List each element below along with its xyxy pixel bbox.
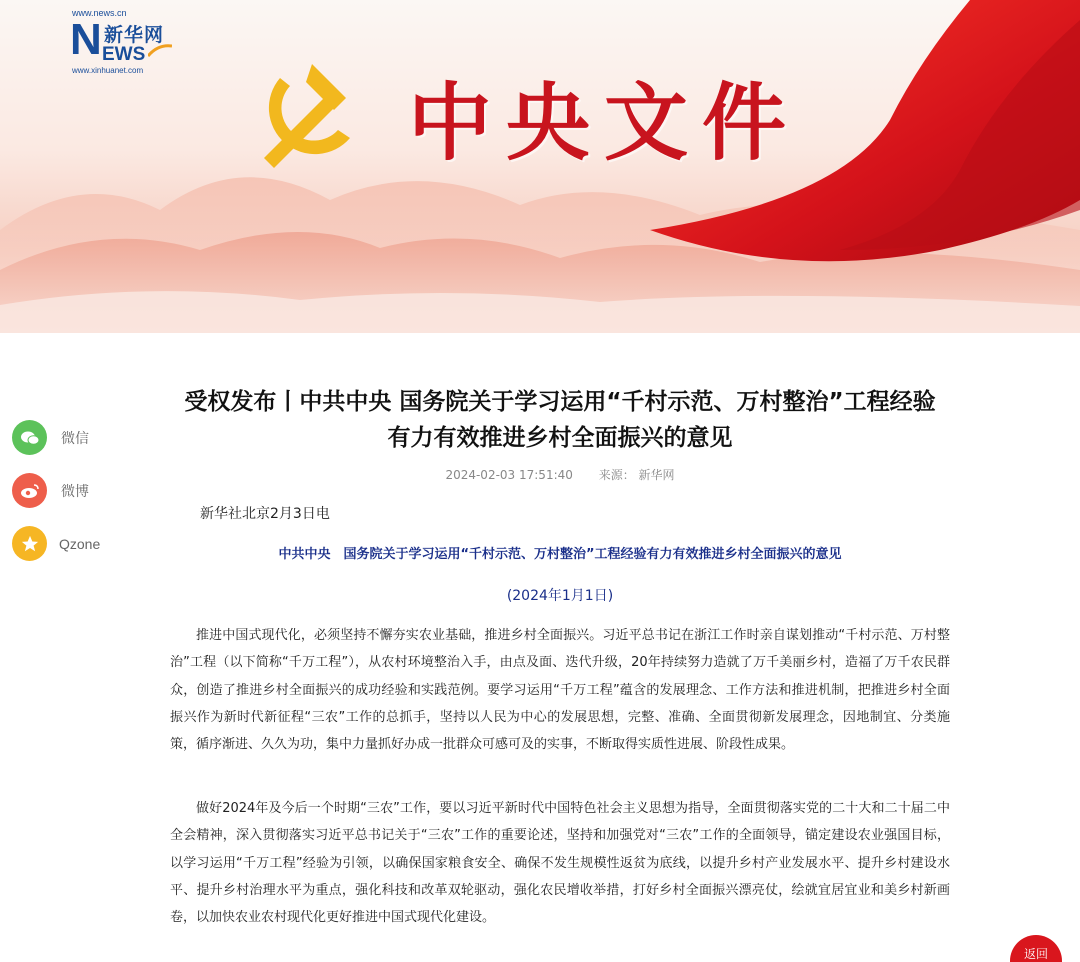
article-paragraph: 推进中国式现代化，必须坚持不懈夯实农业基础，推进乡村全面振兴。习近平总书记在浙江工作时亲自谋划推动“千村示范、万村整治”工程（以下简称“千万工程”），从农村环境整治入手，由点及面、迭代升级，20年持续努力造就了万千美丽乡村，造福了万千农民群众，创造了推进乡村全面振兴的成功经验和实践范例。要学习运用“千万工程”蕴含的发展理念、工作方法和推进机制，把推进乡村全面振兴作为新时代新征程“三农”工作的总抓手，坚持以人民为中心的发展思想，完整、准确、全面贯彻新发展理念，因地制宜、分类施策，循序渐进、久久为功，集中力量抓好办成一批群众可感可及的实事，不断取得实质性进展、阶段性成果。 [170, 628, 950, 753]
share-weibo-label: 微博 [61, 483, 89, 500]
document-title: 中共中央 国务院关于学习运用“千村示范、万村整治”工程经验有力有效推进乡村全面振兴的意见 [278, 547, 842, 562]
logo-url-bottom: www.xinhuanet.com [72, 66, 144, 75]
dateline: 新华社北京2月3日电 [200, 506, 330, 522]
share-wechat[interactable] [12, 420, 132, 455]
logo-swoosh-icon [148, 42, 172, 58]
article-headline [140, 384, 980, 456]
share-qzone[interactable] [12, 526, 132, 561]
article-meta [140, 466, 980, 483]
headline-line-1: 受权发布丨中共中央 国务院关于学习运用“千村示范、万村整治”工程经验 [184, 389, 936, 415]
banner [0, 0, 1080, 333]
logo-url-top: www.news.cn [72, 8, 127, 18]
article-paragraph: 做好2024年及今后一个时期“三农”工作，要以习近平新时代中国特色社会主义思想为指导，全面贯彻落实党的二十大和二十届二中全会精神，深入贯彻落实习近平总书记关于“三农”工作的重要论述，坚持和加强党对“三农”工作的全面领导，锚定建设农业强国目标，以学习运用“千万工程”经验为引领，以确保国家粮食安全、确保不发生规模性返贫为底线，以提升乡村产业发展水平、提升乡村建设水平、提升乡村治理水平为重点，强化科技和改革双轮驱动，强化农民增收举措，打好乡村全面振兴漂亮仗，绘就宜居宜业和美乡村新画卷，以加快农业农村现代化更好推进中国式现代化建设。 [170, 801, 950, 926]
share-wechat-label: 微信 [61, 430, 89, 447]
red-flag-icon [640, 0, 1080, 280]
headline-line-2: 有力有效推进乡村全面振兴的意见 [387, 425, 733, 451]
document-date: (2024年1月1日) [506, 588, 614, 604]
publish-datetime: 2024-02-03 17:51:40 [445, 468, 573, 482]
share-qzone-label: Qzone [59, 535, 101, 552]
logo-n-letter: N [70, 15, 100, 64]
share-weibo[interactable] [12, 473, 132, 508]
share-sidebar [12, 420, 132, 579]
article-source: 来源： 新华网 [598, 468, 675, 482]
back-button[interactable]: 返回 [1010, 935, 1062, 962]
weibo-icon [12, 473, 47, 508]
qzone-icon [12, 526, 47, 561]
logo-brand-name: 新华网 [104, 24, 165, 46]
xinhua-logo[interactable] [70, 8, 180, 78]
wechat-icon [12, 420, 47, 455]
logo-ews: EWS [102, 44, 146, 65]
hammer-sickle-icon [250, 58, 370, 178]
banner-title: 中央文件 [408, 73, 801, 172]
